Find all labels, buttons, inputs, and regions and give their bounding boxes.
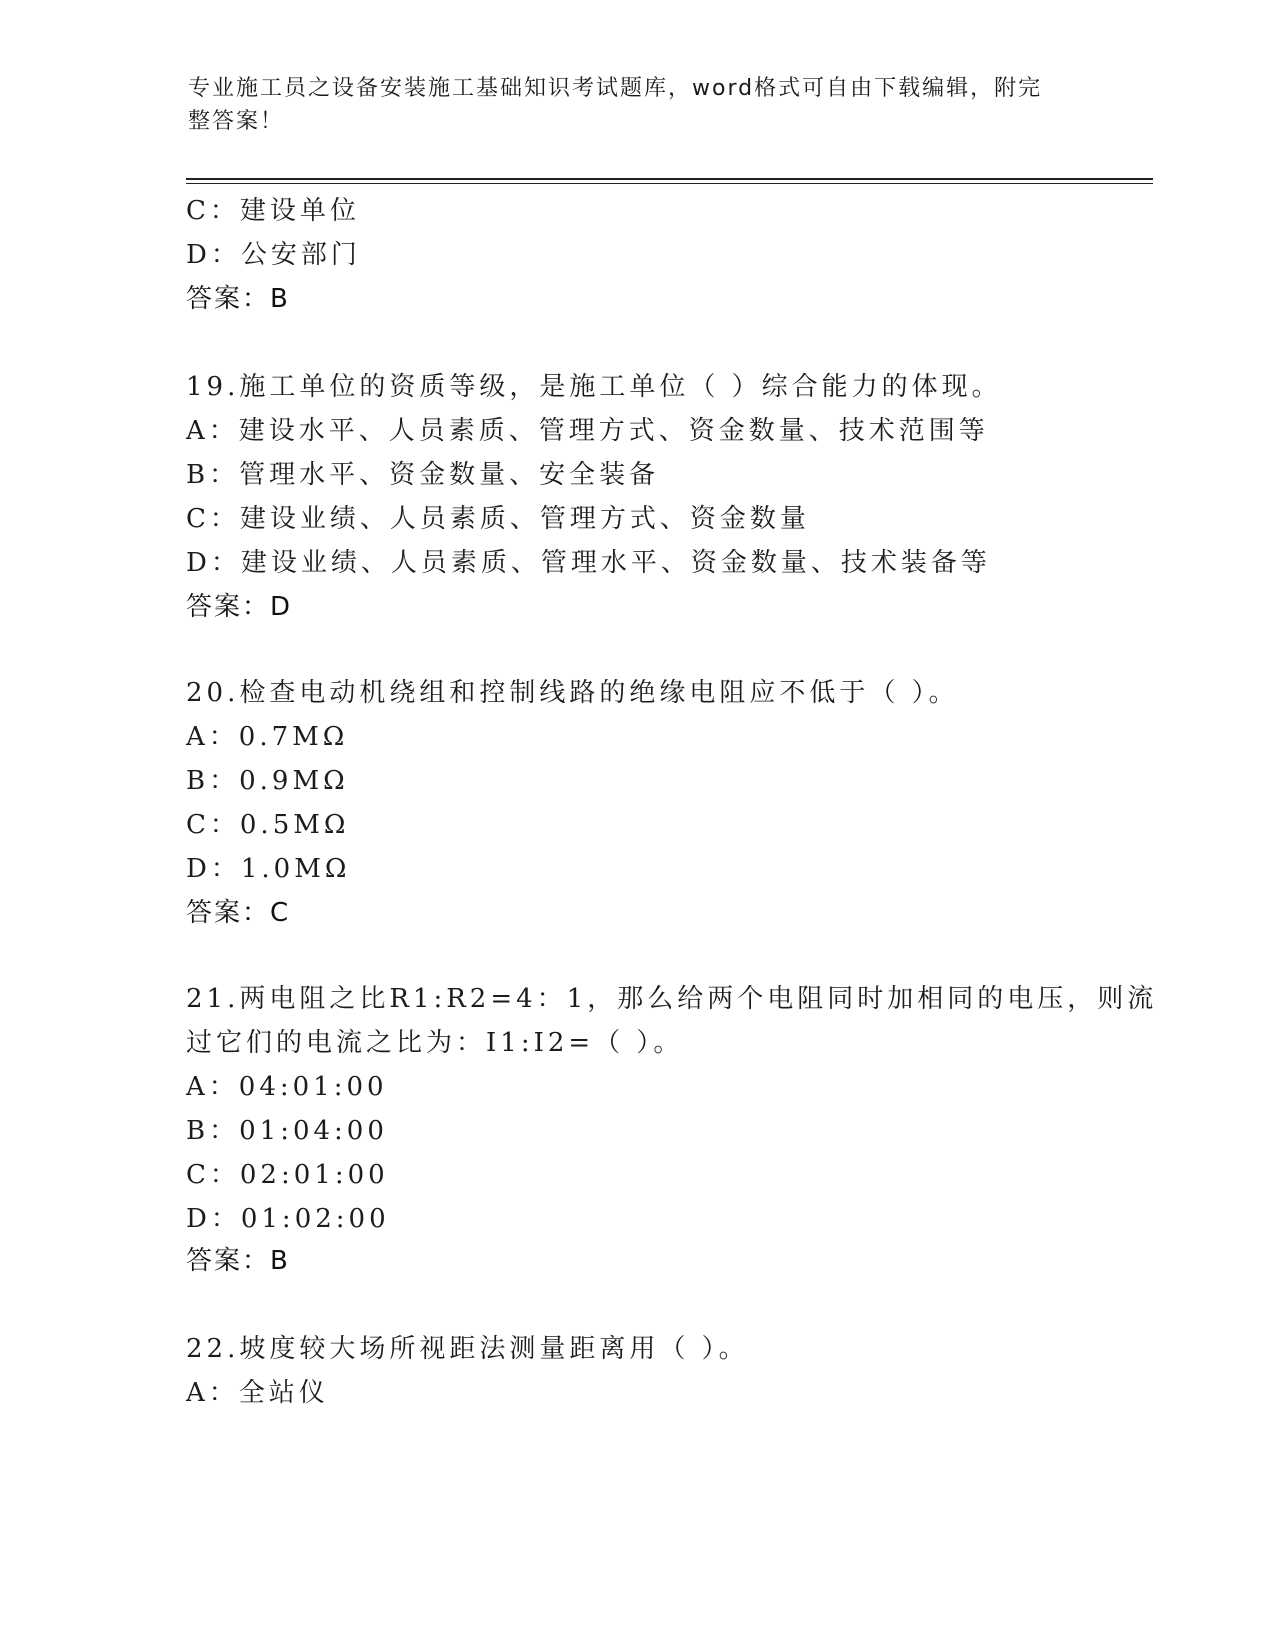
q19-answer: 答案：D (186, 592, 293, 622)
q21-option-c: C：02:01:00 (186, 1160, 389, 1190)
q19-option-a: A：建设水平、人员素质、管理方式、资金数量、技术范围等 (186, 416, 989, 446)
document-header (188, 72, 1088, 138)
q21-option-a: A：04:01:00 (186, 1072, 388, 1102)
q21-stem-line-1: 21.两电阻之比R1:R2=4：1，那么给两个电阻同时加相同的电压，则流 (186, 984, 1158, 1014)
q20-option-a: A：0.7MΩ (186, 722, 349, 752)
prev-answer: 答案：B (186, 284, 290, 314)
q20-option-b: B：0.9MΩ (186, 766, 349, 796)
header-line-2: 整答案！ (188, 109, 285, 134)
q21-answer: 答案：B (186, 1246, 290, 1276)
prev-option-c: C：建设单位 (186, 196, 360, 226)
q20-answer: 答案：C (186, 898, 291, 928)
header-divider-thin (186, 183, 1153, 184)
q19-option-c: C：建设业绩、人员素质、管理方式、资金数量 (186, 504, 810, 534)
q19-stem: 19.施工单位的资质等级，是施工单位（ ）综合能力的体现。 (186, 372, 1002, 402)
q19-option-b: B：管理水平、资金数量、安全装备 (186, 460, 660, 490)
q21-stem-line-2: 过它们的电流之比为：I1:I2=（ ）。 (186, 1028, 684, 1058)
prev-option-d: D：公安部门 (186, 240, 361, 270)
q19-option-d: D：建设业绩、人员素质、管理水平、资金数量、技术装备等 (186, 548, 991, 578)
q21-option-b: B：01:04:00 (186, 1116, 388, 1146)
header-line-1: 专业施工员之设备安装施工基础知识考试题库，word格式可自由下载编辑，附完 (188, 76, 1043, 101)
q21-option-d: D：01:02:00 (186, 1204, 390, 1234)
q22-stem: 22.坡度较大场所视距法测量距离用（ ）。 (186, 1334, 749, 1364)
q20-option-d: D：1.0MΩ (186, 854, 351, 884)
q22-option-a: A：全站仪 (186, 1378, 329, 1408)
q20-option-c: C：0.5MΩ (186, 810, 350, 840)
header-divider-thick (186, 178, 1153, 180)
q20-stem: 20.检查电动机绕组和控制线路的绝缘电阻应不低于（ ）。 (186, 678, 959, 708)
